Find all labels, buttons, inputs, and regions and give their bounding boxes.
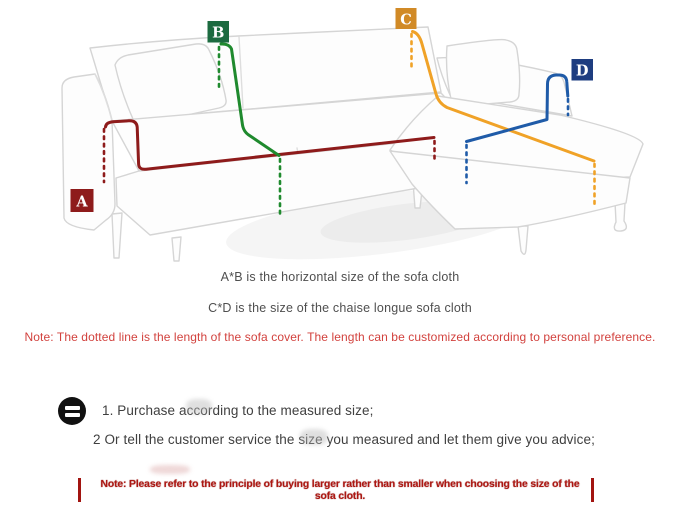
chaise-pillow [447, 40, 520, 107]
label-b-letter: B [212, 24, 225, 42]
list-bullet-icon [58, 397, 86, 425]
footer-right-bar [591, 478, 594, 502]
sofa-leg [614, 202, 626, 231]
label-d-badge [572, 59, 594, 81]
caption-ab-size: A*B is the horizontal size of the sofa cloth [220, 270, 460, 284]
sofa-leg [172, 237, 181, 261]
footer-left-bar [78, 478, 81, 502]
label-d-letter: D [575, 62, 589, 80]
dotted-line-note: Note: The dotted line is the length of the sofa cover. The length can be customized according to personal preference. [24, 330, 656, 344]
label-c-letter: C [400, 11, 412, 29]
label-b-badge [208, 21, 230, 43]
caption-cd-size: C*D is the size of the chaise longue sofa cloth [208, 301, 472, 315]
smudge-artifact [186, 399, 212, 414]
instruction-item-1: 1. Purchase according to the measured size; [102, 403, 374, 418]
sofa-leg [518, 226, 528, 254]
icon-bar [65, 406, 80, 410]
label-c-badge [396, 8, 417, 29]
smudge-artifact [300, 429, 328, 445]
label-a-letter: A [76, 193, 88, 211]
icon-bar [65, 413, 80, 417]
instruction-item-2: 2 Or tell the customer service the size you measured and let them give you advice; [93, 432, 595, 447]
smudge-artifact [150, 465, 190, 474]
label-a-badge [71, 189, 94, 212]
footer-note [0, 477, 680, 503]
sofa-leg [112, 213, 122, 258]
footer-note-text: Note: Please refer to the principle of buying larger rather than smaller when choosing the size of the sofa cloth. [100, 478, 580, 502]
